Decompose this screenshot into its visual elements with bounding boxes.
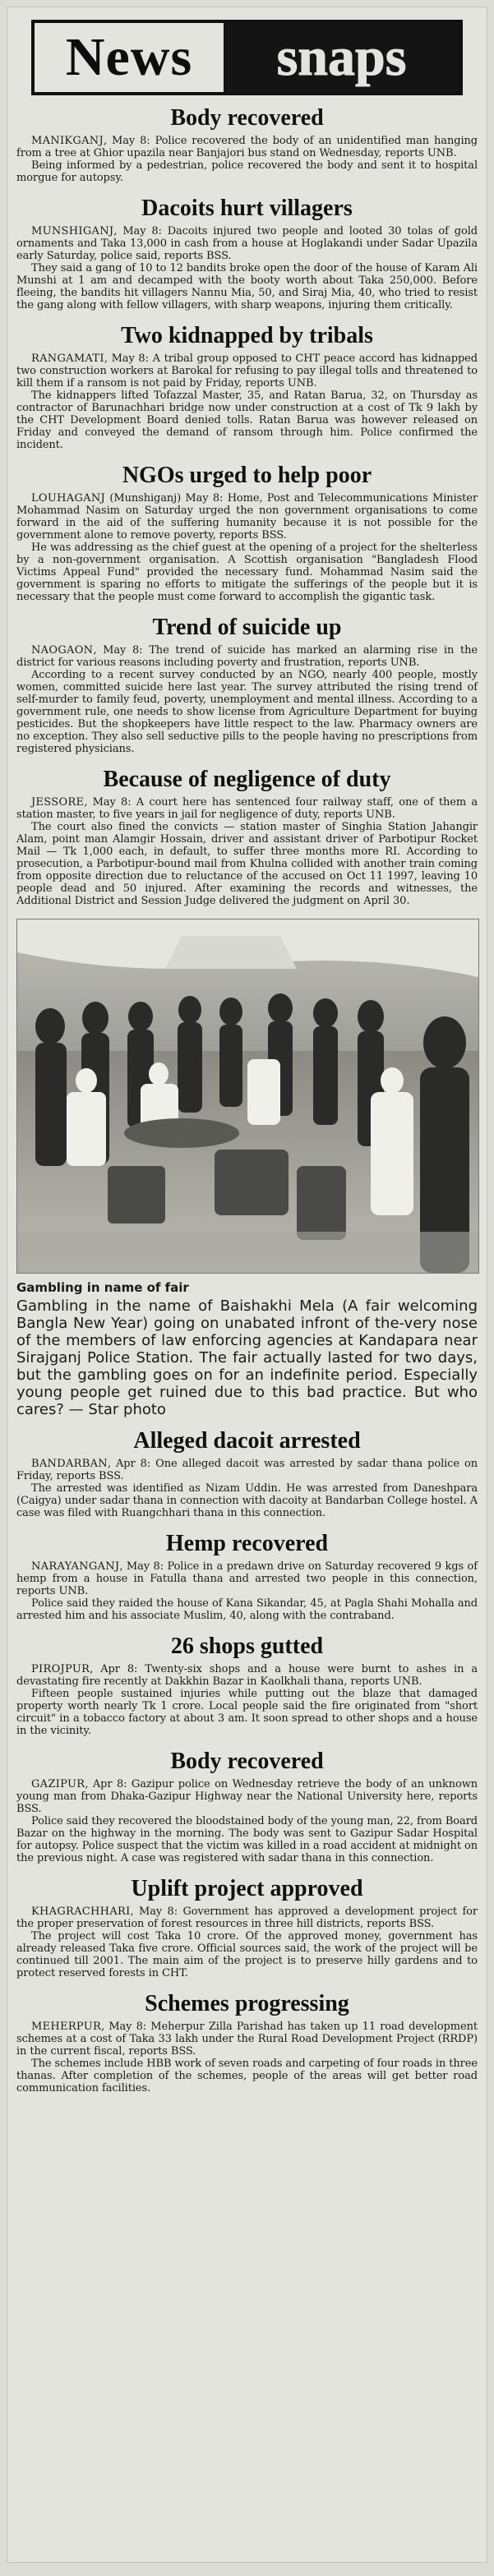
story-26-shops-gutted	[16, 1634, 478, 1737]
photo-caption-text	[16, 1297, 478, 1418]
photo-caption-body: Gambling in the name of Baishakhi Mela (A fair welcoming Bangla New Year) going on unabated infront of the-very nose of the members of law enforcing agencies at Kandapara near Sirajganj Police Station. The fair actually lasted for two days, but the gambling goes on for an indefinite period. Especially young people get ruined due to this bad practice. But who cares?	[16, 1297, 478, 1418]
story-two-kidnapped-by-tribals	[16, 323, 478, 451]
story-paragraph	[16, 1458, 478, 1482]
story-ngos-urged-to-help-poor	[16, 463, 478, 603]
story-body-recovered	[16, 1749, 478, 1864]
story-paragraph	[16, 159, 478, 184]
story-text: , May 8: A tribal group opposed to CHT peace accord has kidnapped two construction workers at Barokal for refusing to pay illegal tolls and threatened to kill them if a ransom is not paid by Friday, reports UNB.	[16, 353, 478, 389]
stories-top	[16, 105, 478, 907]
story-text: , May 8: The trend of suicide has marked an alarming rise in the district for various reasons including poverty and frustration, reports UNB.	[16, 644, 478, 669]
story-dateline: GAZIPUR	[31, 1778, 85, 1790]
story-text: He was addressing as the chief guest at the opening of a project for the shelterless by a non-government organisation. A Scottish organisation "Bangladesh Flood Victims Appeal Fund" provided the necessary fund. Mohammad Nasim said the government is sparing no efforts to mitigate the sufferings of the people but it is necessary that the people must come forward to accomplish the gigantic task.	[16, 541, 478, 603]
story-paragraph	[16, 2058, 478, 2094]
story-paragraph	[16, 135, 478, 159]
story-dateline: RANGAMATI	[31, 353, 104, 365]
story-headline: Alleged dacoit arrested	[133, 1428, 361, 1454]
story-paragraph	[16, 389, 478, 451]
story-paragraph	[16, 1482, 478, 1519]
story-text: Police said they recovered the bloodstained body of the young man, 22, from Board Bazar on the highway in the morning. The body was sent to Gazipur Sadar Hospital for autopsy. Police suspect that the victim was killed in a road accident at midnight on the previous night. A case was registered with sadar thana in this connection.	[16, 1815, 478, 1864]
story-text: The court also fined the convicts — station master of Singhia Station Jahangir Alam, point man Alamgir Hossain, driver and assistant driver of Parbotipur Rocket Mail — Tk 1,000 each, in default, to suffer three months more RI. According to prosecution, a Parbotipur-bound mail from Khulna collided with another train coming from opposite direction due to reluctance of the accused on Oct 11 1997, leaving 10 people dead and 50 injured. After examining the records and witnesses, the Additional District and Session Judge delivered the judgment on April 30.	[16, 821, 478, 907]
story-text: Being informed by a pedestrian, police recovered the body and sent it to hospital morgue for autopsy.	[16, 159, 478, 184]
story-text: (Munshiganj) May 8: Home, Post and Telecommunications Minister Mohammad Nasim on Saturday urged the non government organisations to come forward in the aid of the suffering humanity because it is not possible for the government alone to remove poverty, reports BSS.	[16, 492, 478, 541]
story-headline: Hemp recovered	[165, 1531, 329, 1556]
story-schemes-progressing	[16, 1991, 478, 2094]
story-text: Police said they raided the house of Kana Sikandar, 45, at Pagla Shahi Mohalla and arrested him and his associate Muslim, 40, along with the contraband.	[16, 1597, 478, 1622]
stories-column	[7, 105, 487, 2094]
fair-gambling-photo	[16, 919, 479, 1274]
story-paragraph	[16, 1778, 478, 1815]
story-paragraph	[16, 2021, 478, 2058]
story-dateline: BANDARBAN	[31, 1458, 108, 1470]
story-text: , Apr 8: One alleged dacoit was arrested by sadar thana police on Friday, reports BSS.	[16, 1458, 478, 1482]
masthead-snaps-word: snaps	[224, 23, 459, 92]
story-headline: Two kidnapped by tribals	[121, 323, 373, 348]
story-alleged-dacoit-arrested	[16, 1428, 478, 1519]
story-headline: Body recovered	[170, 1749, 324, 1774]
story-paragraph	[16, 492, 478, 541]
stories-bottom	[16, 1428, 478, 2094]
story-dateline: LOUHAGANJ	[31, 492, 106, 505]
story-headline: Dacoits hurt villagers	[141, 196, 353, 221]
story-text: The schemes include HBB work of seven roads and carpeting of four roads in three thanas. After completion of the schemes, people of the areas will get better road communication facilities.	[16, 2058, 478, 2094]
story-text: The kidnappers lifted Tofazzal Master, 35, and Ratan Barua, 32, on Thursday as contractor of Barunachhari bridge now under construction at a cost of Tk 9 lakh by the CHT Development Board denied tolls. Ratan Barua was however released on Friday and conveyed the demand of ransom through him. Police confirmed the incident.	[16, 389, 478, 451]
story-paragraph	[16, 1906, 478, 1930]
story-headline: Schemes progressing	[145, 1991, 349, 2016]
story-text: , May 8: Dacoits injured two people and looted 30 tolas of gold ornaments and Taka 13,000 in cash from a house at Hoglakandi under Sadar Upazila early Saturday, police said, reports BSS.	[16, 225, 478, 262]
story-because-of-negligence-of-duty	[16, 767, 478, 907]
story-headline: Body recovered	[170, 105, 324, 131]
story-text: , May 8: Meherpur Zilla Parishad has taken up 11 road development schemes at a cost of Taka 33 lakh under the Rural Road Development Project (RRDP) in the current fiscal, reports BSS.	[16, 2021, 478, 2058]
story-headline: NGOs urged to help poor	[122, 463, 372, 488]
story-dateline: NARAYANGANJ	[31, 1560, 120, 1573]
story-text: The arrested was identified as Nizam Uddin. He was arrested from Daneshpara (Caigya) under sadar thana in connection with dacoity at Bandarban College hostel. A case was filed with Ruangchhari thana in this connection.	[16, 1482, 478, 1519]
story-dateline: JESSORE	[31, 796, 85, 809]
photo-block	[16, 919, 478, 1418]
story-text: , May 8: A court here has sentenced four railway staff, one of them a station master, to five years in jail for negligence of duty, reports UNB.	[16, 796, 478, 821]
story-paragraph	[16, 541, 478, 603]
story-headline: 26 shops gutted	[170, 1634, 324, 1659]
story-dateline: MEHERPUR	[31, 2021, 102, 2033]
story-dateline: KHAGRACHHARI	[31, 1906, 131, 1918]
story-uplift-project-approved	[16, 1876, 478, 1979]
story-paragraph	[16, 796, 478, 821]
story-paragraph	[16, 644, 478, 669]
story-paragraph	[16, 262, 478, 311]
newspaper-page	[7, 7, 487, 2563]
story-hemp-recovered	[16, 1531, 478, 1622]
story-headline: Trend of suicide up	[152, 615, 342, 640]
story-paragraph	[16, 1597, 478, 1622]
story-dateline: PIROJPUR	[31, 1663, 90, 1675]
story-text: According to a recent survey conducted by an NGO, nearly 400 people, mostly women, committed suicide here last year. The survey attributed the rising trend of self-murder to family feud, poverty, unemployment and mental illness. According to a government rule, one needs to show license from Agriculture Department for buying pesticides. But the shopkeepers have little respect to the law. Pharmacy owners are no exception. They also sell seductive pills to the people having no prescriptions from registered physicians.	[16, 669, 478, 755]
story-trend-of-suicide-up	[16, 615, 478, 755]
story-dacoits-hurt-villagers	[16, 196, 478, 311]
story-paragraph	[16, 353, 478, 389]
masthead-news-word: News	[65, 27, 193, 87]
story-text: , Apr 8: Gazipur police on Wednesday retrieve the body of an unknown young man from Dhaka-Gazipur Highway near the National University here, reports BSS.	[16, 1778, 478, 1815]
story-text: , Apr 8: Twenty-six shops and a house were burnt to ashes in a devastating fire recently at Dakkhin Bazar in Kaolkhali thana, reports UNB.	[16, 1663, 478, 1688]
masthead	[31, 20, 463, 95]
story-paragraph	[16, 1560, 478, 1597]
story-body-recovered	[16, 105, 478, 184]
story-paragraph	[16, 821, 478, 907]
story-paragraph	[16, 1815, 478, 1864]
photo-credit: — Star photo	[68, 1401, 166, 1418]
story-text: The project will cost Taka 10 crore. Of the approved money, government has already released Taka five crore. Official sources said, the work of the project will be continued till 2001. The main aim of the project is to preserve hilly gardens and to protect reserved forests in CHT.	[16, 1930, 478, 1979]
story-dateline: MANIKGANJ	[31, 135, 104, 147]
story-text: They said a gang of 10 to 12 bandits broke open the door of the house of Karam Ali Munshi at 1 am and decamped with the booty worth about Taka 250,000. Before fleeing, the bandits hit villagers Nannu Mia, 50, and Siraj Mia, 40, who tried to resist the gang along with fellow villagers, with sharp weapons, injuring them critically.	[16, 262, 478, 311]
story-headline: Because of negligence of duty	[103, 767, 391, 792]
story-dateline: MUNSHIGANJ	[31, 225, 114, 237]
story-headline: Uplift project approved	[131, 1876, 363, 1901]
story-paragraph	[16, 1688, 478, 1737]
story-text: , May 8: Police recovered the body of an unidentified man hanging from a tree at Ghior upazila near Banjajori bus stand on Wednesday, reports UNB.	[16, 135, 478, 159]
story-paragraph	[16, 1663, 478, 1688]
story-dateline: NAOGAON	[31, 644, 94, 657]
story-paragraph	[16, 225, 478, 262]
story-paragraph	[16, 669, 478, 755]
story-paragraph	[16, 1930, 478, 1979]
photo-caption-title: Gambling in name of fair	[16, 1280, 189, 1295]
story-text: Fifteen people sustained injuries while putting out the blaze that damaged property worth nearly Tk 1 crore. Local people said the fire originated from "short circuit" in a tobacco factory at about 3 am. It soon spread to other shops and a house in the vicinity.	[16, 1688, 478, 1737]
story-text: , May 8: Government has approved a development project for the proper preservation of forest resources in three hill districts, reports BSS.	[16, 1906, 478, 1930]
story-text: , May 8: Police in a predawn drive on Saturday recovered 9 kgs of hemp from a house in Fatulla thana and arrested two people in this connection, reports UNB.	[16, 1560, 478, 1597]
